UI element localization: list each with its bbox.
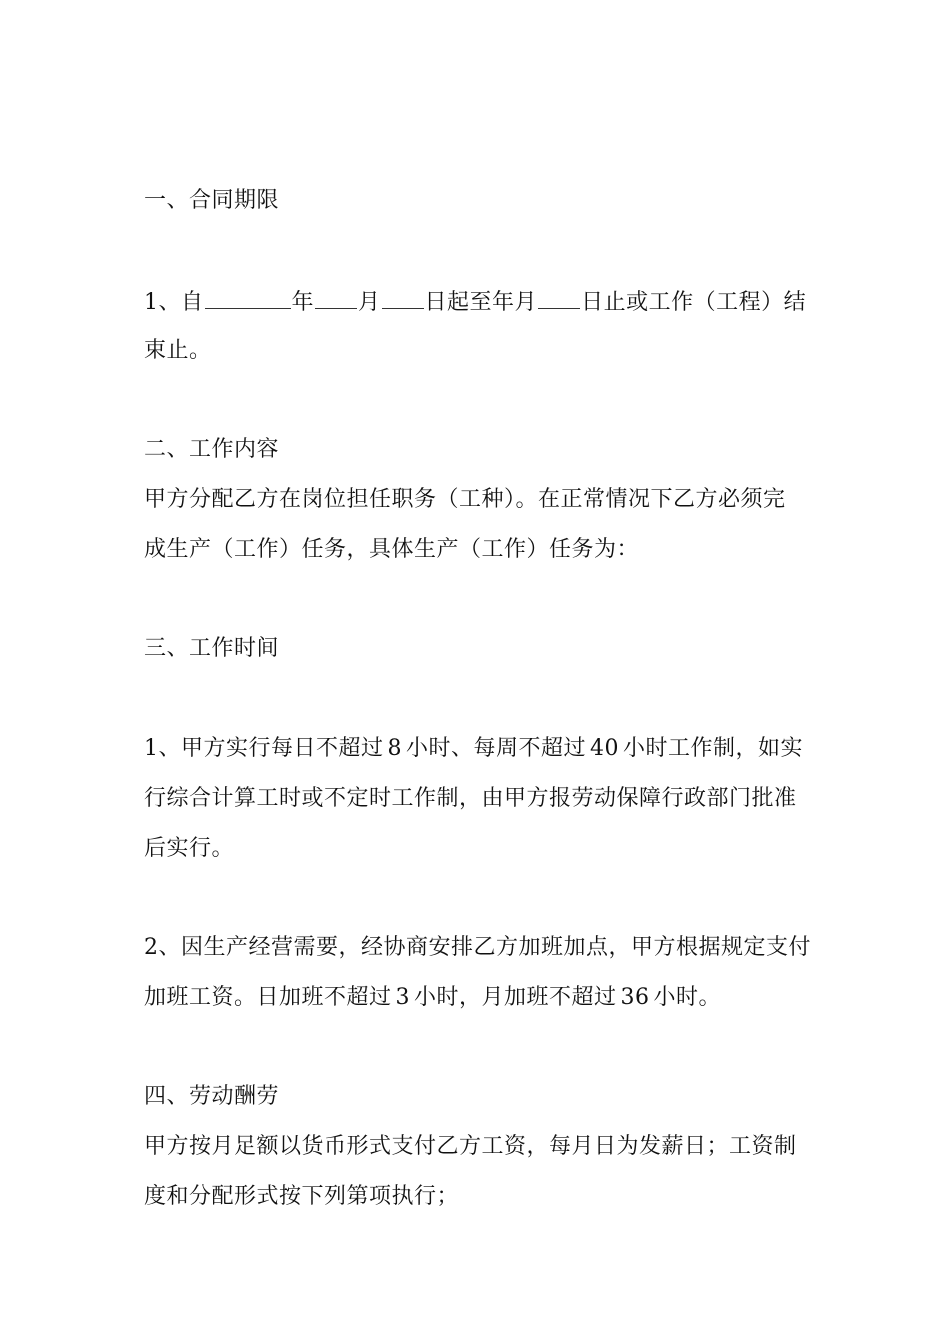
clause-number: 2	[144, 935, 159, 960]
remuneration-line-2: 度和分配形式按下列第项执行；	[144, 1184, 460, 1209]
clause-text: 加班工资。日加班不超过	[144, 985, 392, 1010]
clause-text: 小时，月加班不超过	[414, 985, 617, 1010]
hours-per-week: 40	[590, 736, 620, 761]
clause-text: 、因生产经营需要，经协商安排乙方加班加点，甲方根据规定支付	[158, 935, 812, 960]
clause-text: 日止或工作（工程）结	[581, 290, 807, 315]
clause-time-1-line-1	[144, 734, 803, 764]
clause-text: 年	[291, 290, 315, 315]
remuneration-line-1: 甲方按月足额以货币形式支付乙方工资，每月日为发薪日；工资制	[144, 1134, 797, 1159]
clause-text: 小时、每周不超过	[406, 736, 587, 761]
blank-end-day	[538, 286, 580, 309]
clause-term-1-line-2: 束止。	[144, 338, 212, 363]
hours-per-day: 8	[387, 736, 403, 761]
overtime-hours-per-day: 3	[395, 985, 411, 1010]
clause-time-2-line-1	[144, 933, 811, 963]
clause-text: 、甲方实行每日不超过	[158, 736, 384, 761]
section-heading-remuneration: 四、劳动酬劳	[144, 1084, 280, 1109]
clause-text: 月	[358, 290, 381, 315]
clause-text: 小时。	[653, 985, 722, 1010]
clause-term-1-line-1	[144, 286, 806, 318]
overtime-hours-per-month: 36	[620, 985, 650, 1010]
section-heading-work-content: 二、工作内容	[144, 437, 280, 462]
clause-text: 日起至年月	[424, 290, 538, 315]
blank-year	[205, 286, 291, 309]
clause-text: 、自	[158, 290, 204, 315]
clause-time-2-line-2	[144, 983, 721, 1013]
clause-time-1-line-2: 行综合计算工时或不定时工作制，由甲方报劳动保障行政部门批准	[144, 786, 797, 811]
blank-month	[315, 286, 357, 309]
section-heading-work-time: 三、工作时间	[144, 636, 280, 661]
clause-text: 小时工作制，如实	[623, 736, 804, 761]
work-content-line-1: 甲方分配乙方在岗位担任职务（工种）。在正常情况下乙方必须完	[144, 487, 786, 512]
clause-number: 1	[144, 736, 159, 761]
work-content-line-2: 成生产（工作）任务，具体生产（工作）任务为：	[144, 537, 640, 562]
section-heading-term: 一、合同期限	[144, 188, 280, 213]
clause-time-1-line-3: 后实行。	[144, 836, 235, 861]
clause-number: 1	[144, 290, 159, 315]
blank-day	[382, 286, 424, 309]
